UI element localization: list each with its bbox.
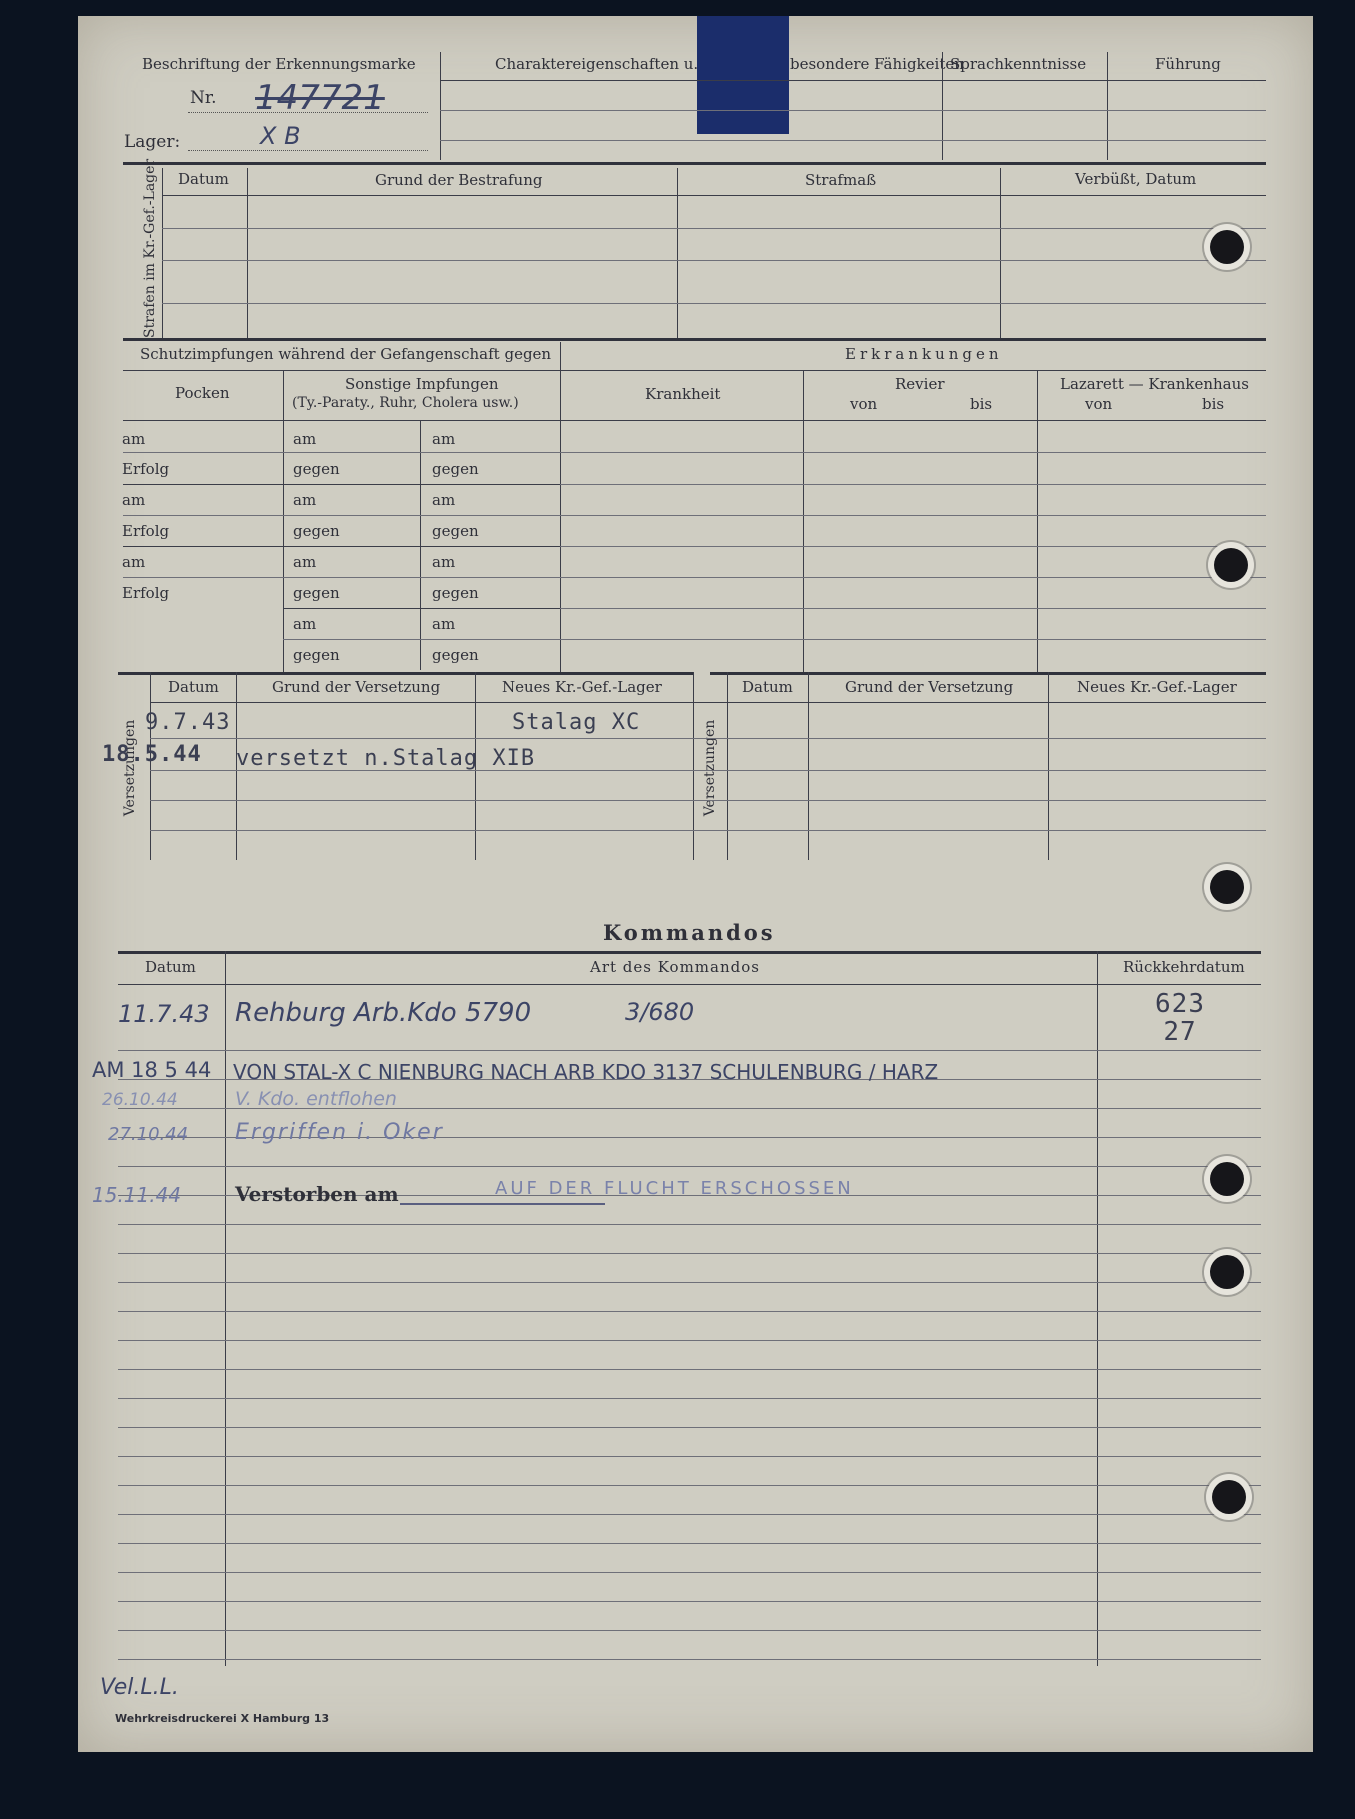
nr-label: Nr. — [190, 88, 217, 108]
ruled-line — [118, 1427, 1261, 1428]
komm-col-art: Art des Kommandos — [590, 958, 760, 976]
vers-entry-datum: 9.7.43 — [145, 710, 231, 735]
komm-entry-datum: 11.7.43 — [118, 1000, 210, 1028]
ruled-line — [118, 1630, 1261, 1631]
komm-entry-art: Rehburg Arb.Kdo 5790 — [235, 998, 532, 1028]
grid-line — [808, 672, 809, 860]
impf-row: am — [293, 553, 317, 571]
ruled-line — [560, 484, 1266, 485]
punch-hole — [1214, 548, 1248, 582]
header-divider — [1107, 52, 1108, 160]
komm-entry-datum: 26.10.44 — [102, 1090, 178, 1110]
ruled-line — [283, 608, 560, 609]
impf-row: gegen — [293, 522, 340, 540]
ruled-line — [118, 1398, 1261, 1399]
col-faehigkeiten: besondere Fähigkeiten — [790, 55, 964, 73]
ruled-line — [118, 1050, 1261, 1051]
section-rule — [123, 338, 1266, 341]
ruled-line — [283, 639, 1266, 640]
ruled-line — [560, 546, 1266, 547]
grid-line — [420, 420, 421, 670]
nr-value: 147721 — [255, 78, 385, 118]
footer-note: Vel.L.L. — [100, 1675, 179, 1700]
vers-col-lager-2: Neues Kr.-Gef.-Lager — [1077, 678, 1237, 696]
ruled-line — [118, 1601, 1261, 1602]
impf-row: gegen — [432, 646, 479, 664]
col-krankheit: Krankheit — [645, 385, 721, 403]
ruled-line — [118, 1514, 1261, 1515]
header-divider — [942, 52, 943, 160]
vers-col-grund: Grund der Versetzung — [272, 678, 441, 696]
ruled-line — [118, 1311, 1261, 1312]
nr-dotted-line — [188, 112, 428, 113]
grid-line — [803, 370, 804, 672]
col-sonstige-sub: (Ty.-Paraty., Ruhr, Cholera usw.) — [292, 395, 519, 411]
vers-col-datum: Datum — [168, 678, 219, 696]
impf-row: am — [432, 491, 456, 509]
punch-hole — [1210, 230, 1244, 264]
ruled-line — [118, 1282, 1261, 1283]
lazarett-von: von — [1085, 395, 1113, 413]
grid-line — [162, 168, 163, 338]
komm-entry-art: Verstorben am — [235, 1182, 399, 1206]
lager-dotted-line — [188, 150, 428, 151]
impf-row: gegen — [293, 646, 340, 664]
strafen-col-verbuesst: Verbüßt, Datum — [1075, 170, 1197, 188]
col-fuehrung: Führung — [1155, 55, 1221, 73]
punch-hole — [1212, 1480, 1246, 1514]
vers-entry-grund: versetzt n.Stalag XIB — [236, 746, 536, 771]
vers-col-datum-2: Datum — [742, 678, 793, 696]
col-charakter: Charaktereigenschaften u. — [495, 55, 699, 73]
komm-entry-art: Ergriffen i. Oker — [235, 1120, 444, 1145]
ruled-line — [162, 260, 1266, 261]
grid-line — [1097, 951, 1098, 1666]
impfungen-title: Schutzimpfungen während der Gefangenschaft gegen — [140, 345, 552, 363]
erkrankungen-title: Erkrankungen — [845, 345, 1003, 363]
komm-entry-art: VON STAL-X C NIENBURG NACH ARB KDO 3137 SCHULENBURG / HARZ — [233, 1060, 939, 1084]
impf-row: gegen — [432, 584, 479, 602]
komm-col-rueckkehr: Rückkehrdatum — [1123, 958, 1245, 976]
col-sprachen: Sprachkenntnisse — [950, 55, 1087, 73]
ruled-line — [123, 484, 560, 485]
impf-row: gegen — [432, 460, 479, 478]
komm-col-datum: Datum — [145, 958, 196, 976]
impf-row: am — [432, 615, 456, 633]
ruled-line — [118, 1659, 1261, 1660]
lazarett-bis: bis — [1202, 395, 1225, 413]
ruled-line — [162, 195, 1266, 196]
ruled-line — [118, 1456, 1261, 1457]
lager-label: Lager: — [124, 132, 181, 152]
ruled-line — [123, 452, 1266, 453]
ruled-line — [560, 608, 1266, 609]
ruled-line — [118, 1369, 1261, 1370]
revier-von: von — [850, 395, 878, 413]
impf-row: am — [293, 615, 317, 633]
printer-imprint: Wehrkreisdruckerei X Hamburg 13 — [115, 1712, 330, 1725]
ruled-line — [118, 1340, 1261, 1341]
lager-value: X B — [260, 122, 301, 150]
ruled-line — [123, 420, 1266, 421]
ruled-line — [118, 1253, 1261, 1254]
komm-entry-datum: 27.10.44 — [108, 1124, 189, 1145]
pocken-row: Erfolg — [122, 460, 170, 478]
ruled-line — [123, 370, 1266, 371]
punch-hole — [1210, 870, 1244, 904]
vers-col-lager: Neues Kr.-Gef.-Lager — [502, 678, 662, 696]
komm-entry-datum: 15.11.44 — [92, 1183, 182, 1207]
punch-hole — [1210, 1255, 1244, 1289]
ruled-line — [118, 1485, 1261, 1486]
grid-line — [1048, 672, 1049, 860]
grid-line — [225, 951, 226, 1666]
section-rule — [118, 672, 693, 675]
kommandos-title: Kommandos — [603, 920, 776, 945]
col-revier: Revier — [895, 375, 945, 393]
record-card — [78, 16, 1313, 1752]
section-rule — [118, 951, 1261, 954]
impf-row: gegen — [432, 522, 479, 540]
vers-entry-lager: Stalag XC — [512, 710, 641, 735]
ruled-line — [150, 830, 1266, 831]
vers-col-grund-2: Grund der Versetzung — [845, 678, 1014, 696]
impf-row: am — [432, 430, 456, 448]
col-pocken: Pocken — [175, 384, 230, 402]
strafen-side-label: Strafen im Kr.-Gef.-Lager — [142, 158, 158, 338]
grid-line — [247, 168, 248, 338]
revier-bis: bis — [970, 395, 993, 413]
grid-line — [693, 672, 694, 860]
ruled-line — [118, 1543, 1261, 1544]
pocken-row: am — [122, 553, 146, 571]
grid-line — [727, 672, 728, 860]
impf-row: am — [293, 430, 317, 448]
ruled-line — [440, 140, 1266, 141]
section-rule — [710, 672, 1266, 675]
punch-hole — [1210, 1162, 1244, 1196]
ruled-line — [162, 228, 1266, 229]
grid-line — [1000, 168, 1001, 338]
ruled-line — [123, 515, 1266, 516]
ruled-line — [150, 738, 1266, 739]
komm-entry-extra: AUF DER FLUCHT ERSCHOSSEN — [495, 1178, 854, 1199]
komm-entry-rueckkehr: 623 27 — [1155, 989, 1205, 1047]
underline — [400, 1203, 605, 1205]
strafen-col-grund: Grund der Bestrafung — [375, 171, 543, 189]
grid-line — [677, 168, 678, 338]
ruled-line — [150, 800, 1266, 801]
ruled-line — [118, 1166, 1261, 1167]
ruled-line — [440, 110, 1266, 111]
pocken-row: am — [122, 491, 146, 509]
ruled-line — [118, 984, 1261, 985]
tag-label: Beschriftung der Erkennungsmarke — [142, 55, 416, 73]
komm-entry-extra: 3/680 — [625, 998, 695, 1026]
versetzungen-side-label-left: Versetzungen — [122, 719, 138, 817]
impf-row: gegen — [293, 460, 340, 478]
blue-tab-marker — [697, 16, 789, 134]
vers-entry-datum: 18.5.44 — [102, 742, 202, 767]
grid-line — [1037, 370, 1038, 672]
komm-entry-art: V. Kdo. entflohen — [235, 1088, 397, 1110]
header-line — [440, 80, 1266, 81]
col-sonstige: Sonstige Impfungen — [345, 375, 499, 393]
ruled-line — [118, 1224, 1261, 1225]
impf-row: am — [293, 491, 317, 509]
pocken-row: Erfolg — [122, 584, 170, 602]
grid-line — [560, 342, 561, 672]
header-divider — [440, 52, 441, 160]
impf-row: am — [432, 553, 456, 571]
komm-entry-datum: AM 18 5 44 — [92, 1058, 212, 1082]
ruled-line — [150, 702, 1266, 703]
strafen-col-datum: Datum — [178, 170, 229, 188]
col-lazarett: Lazarett — Krankenhaus — [1060, 375, 1249, 393]
ruled-line — [123, 577, 1266, 578]
ruled-line — [162, 303, 1266, 304]
section-rule — [123, 162, 1266, 165]
strafen-col-strafmass: Strafmaß — [805, 171, 877, 189]
pocken-row: Erfolg — [122, 522, 170, 540]
ruled-line — [118, 1572, 1261, 1573]
ruled-line — [123, 546, 560, 547]
impf-row: gegen — [293, 584, 340, 602]
pocken-row: am — [122, 430, 146, 448]
versetzungen-side-label-right: Versetzungen — [702, 719, 718, 817]
grid-line — [283, 370, 284, 672]
